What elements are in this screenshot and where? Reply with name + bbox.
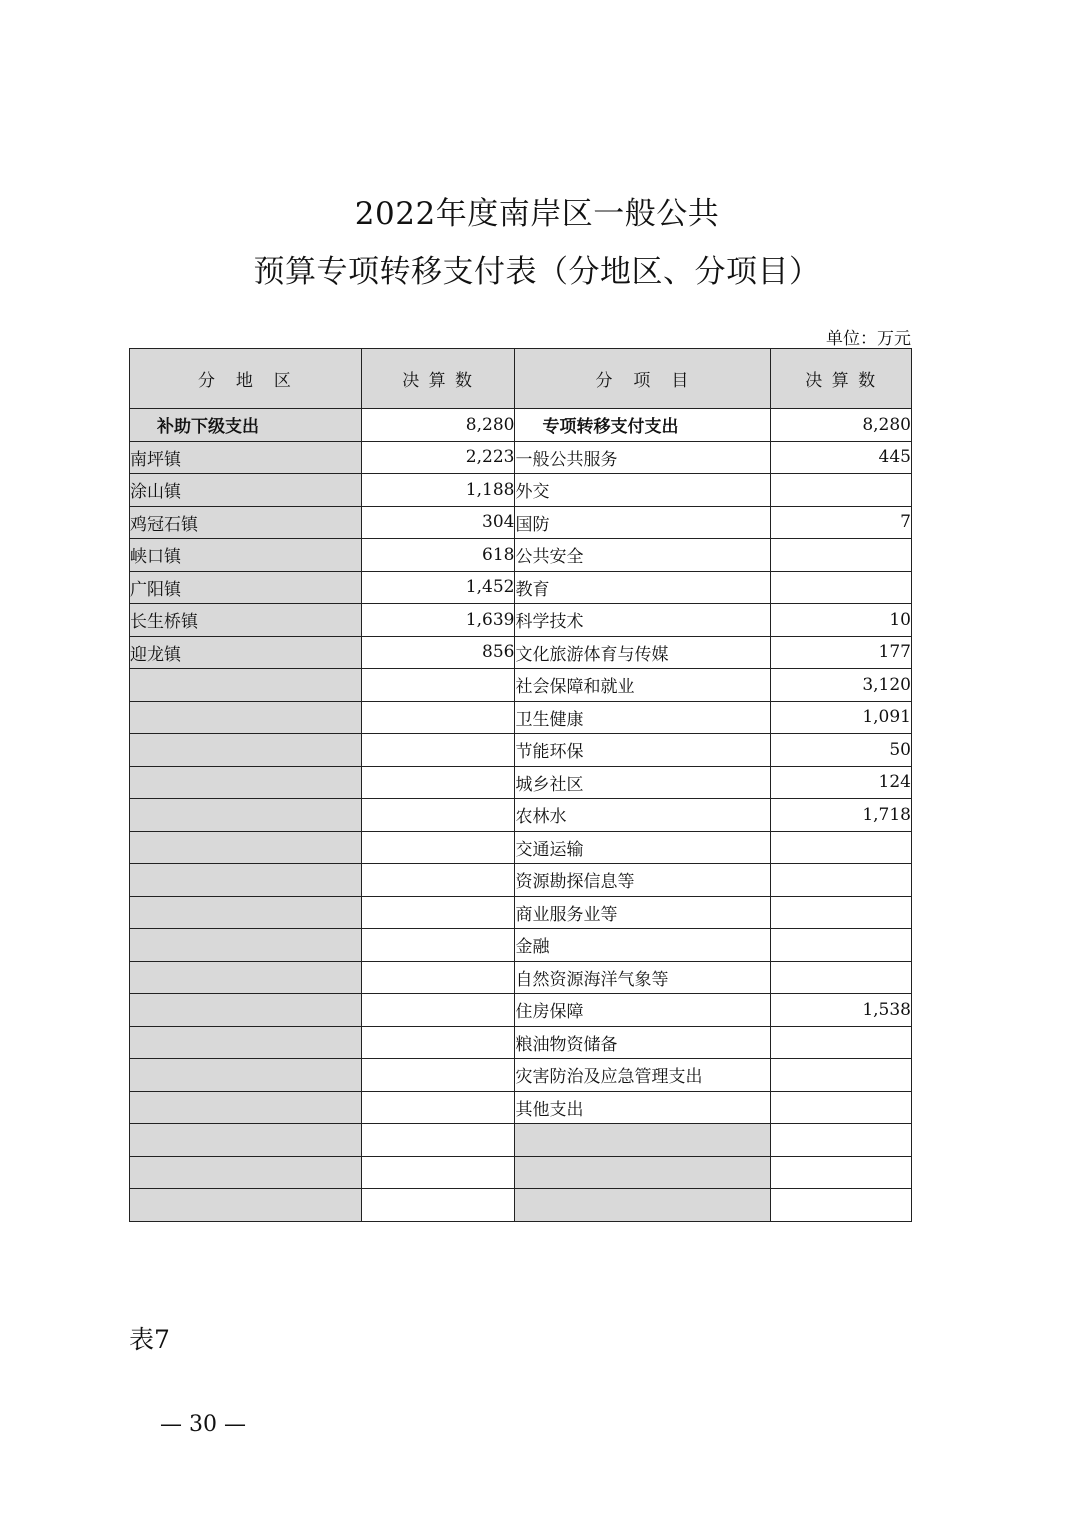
table-row [130,474,912,507]
header-region-amount: 决 算 数 [361,349,515,409]
table-body [130,409,912,1222]
region-amount-cell [361,1189,515,1222]
item-amount-cell [771,1189,912,1222]
item-amount-cell [771,961,912,994]
item-cell: 住房保障 [515,994,771,1027]
region-cell: 鸡冠石镇 [130,506,362,539]
region-amount-cell [361,864,515,897]
table-row [130,701,912,734]
table-row [130,441,912,474]
item-cell [515,1156,771,1189]
table-header-row [130,349,912,409]
region-amount-cell [361,701,515,734]
item-amount-cell [771,1091,912,1124]
region-amount-cell: 1,188 [361,474,515,507]
region-cell [130,831,362,864]
transfer-payment-table [129,348,912,1222]
region-amount-cell [361,929,515,962]
region-cell: 补助下级支出 [130,409,362,442]
region-cell [130,799,362,832]
item-amount-cell: 10 [771,604,912,637]
item-amount-cell [771,1124,912,1157]
item-amount-cell: 1,718 [771,799,912,832]
item-amount-cell [771,864,912,897]
item-cell: 节能环保 [515,734,771,767]
region-cell [130,961,362,994]
item-cell: 公共安全 [515,539,771,572]
region-amount-cell [361,1124,515,1157]
region-cell [130,1091,362,1124]
region-cell [130,1189,362,1222]
item-amount-cell: 445 [771,441,912,474]
item-amount-cell: 8,280 [771,409,912,442]
item-amount-cell: 177 [771,636,912,669]
item-cell: 商业服务业等 [515,896,771,929]
header-item-amount: 决 算 数 [771,349,912,409]
page-number: — 30 — [160,1412,246,1437]
table-row [130,896,912,929]
item-cell: 交通运输 [515,831,771,864]
page-title-line-1: 2022年度南岸区一般公共 [354,196,720,232]
region-cell [130,929,362,962]
table-row [130,1189,912,1222]
item-amount-cell: 7 [771,506,912,539]
region-cell [130,1059,362,1092]
table-row [130,506,912,539]
item-amount-cell: 3,120 [771,669,912,702]
table-row [130,929,912,962]
page-title-line-2: 预算专项转移支付表（分地区、分项目） [253,254,821,290]
item-cell: 卫生健康 [515,701,771,734]
table-row [130,799,912,832]
region-amount-cell [361,831,515,864]
item-cell: 自然资源海洋气象等 [515,961,771,994]
item-amount-cell [771,929,912,962]
item-cell: 城乡社区 [515,766,771,799]
item-amount-cell: 124 [771,766,912,799]
region-cell [130,701,362,734]
region-cell [130,766,362,799]
table-row [130,571,912,604]
table-row [130,636,912,669]
table-row [130,604,912,637]
table-row [130,409,912,442]
region-amount-cell [361,994,515,1027]
region-amount-cell: 2,223 [361,441,515,474]
item-amount-cell: 1,538 [771,994,912,1027]
table-row [130,994,912,1027]
item-amount-cell [771,1026,912,1059]
table-row [130,831,912,864]
item-cell [515,1189,771,1222]
region-cell: 广阳镇 [130,571,362,604]
unit-label: 单位：万元 [826,329,911,349]
table-row [130,669,912,702]
item-amount-cell: 50 [771,734,912,767]
item-amount-cell [771,539,912,572]
region-amount-cell: 8,280 [361,409,515,442]
table-row [130,1156,912,1189]
item-amount-cell: 1,091 [771,701,912,734]
region-amount-cell [361,896,515,929]
table-row [130,1091,912,1124]
region-amount-cell [361,1026,515,1059]
item-cell: 专项转移支付支出 [515,409,771,442]
item-amount-cell [771,896,912,929]
item-amount-cell [771,831,912,864]
region-amount-cell: 618 [361,539,515,572]
item-amount-cell [771,474,912,507]
table-row [130,766,912,799]
item-cell [515,1124,771,1157]
item-cell: 灾害防治及应急管理支出 [515,1059,771,1092]
item-cell: 科学技术 [515,604,771,637]
table-row [130,1124,912,1157]
region-cell [130,669,362,702]
region-cell [130,734,362,767]
region-amount-cell [361,766,515,799]
table-row [130,864,912,897]
region-cell: 长生桥镇 [130,604,362,637]
header-item: 分 项 目 [515,349,771,409]
region-cell: 峡口镇 [130,539,362,572]
region-amount-cell: 1,452 [361,571,515,604]
header-region: 分 地 区 [130,349,362,409]
region-cell [130,896,362,929]
item-cell: 其他支出 [515,1091,771,1124]
region-amount-cell [361,799,515,832]
region-cell [130,994,362,1027]
item-cell: 粮油物资储备 [515,1026,771,1059]
table-row [130,1026,912,1059]
region-cell [130,1124,362,1157]
region-cell [130,864,362,897]
region-amount-cell: 856 [361,636,515,669]
item-cell: 资源勘探信息等 [515,864,771,897]
item-cell: 教育 [515,571,771,604]
region-amount-cell: 304 [361,506,515,539]
item-amount-cell [771,1059,912,1092]
region-amount-cell [361,1156,515,1189]
region-cell [130,1026,362,1059]
item-cell: 金融 [515,929,771,962]
item-cell: 外交 [515,474,771,507]
region-amount-cell [361,734,515,767]
region-amount-cell: 1,639 [361,604,515,637]
item-amount-cell [771,571,912,604]
table-row [130,961,912,994]
region-amount-cell [361,1059,515,1092]
item-cell: 农林水 [515,799,771,832]
region-cell: 南坪镇 [130,441,362,474]
table-label: 表7 [129,1325,170,1354]
table-row [130,539,912,572]
table-row [130,1059,912,1092]
region-amount-cell [361,961,515,994]
item-cell: 文化旅游体育与传媒 [515,636,771,669]
region-cell: 迎龙镇 [130,636,362,669]
item-cell: 社会保障和就业 [515,669,771,702]
table-row [130,734,912,767]
region-amount-cell [361,1091,515,1124]
item-cell: 一般公共服务 [515,441,771,474]
item-cell: 国防 [515,506,771,539]
item-amount-cell [771,1156,912,1189]
region-amount-cell [361,669,515,702]
region-cell: 涂山镇 [130,474,362,507]
region-cell [130,1156,362,1189]
